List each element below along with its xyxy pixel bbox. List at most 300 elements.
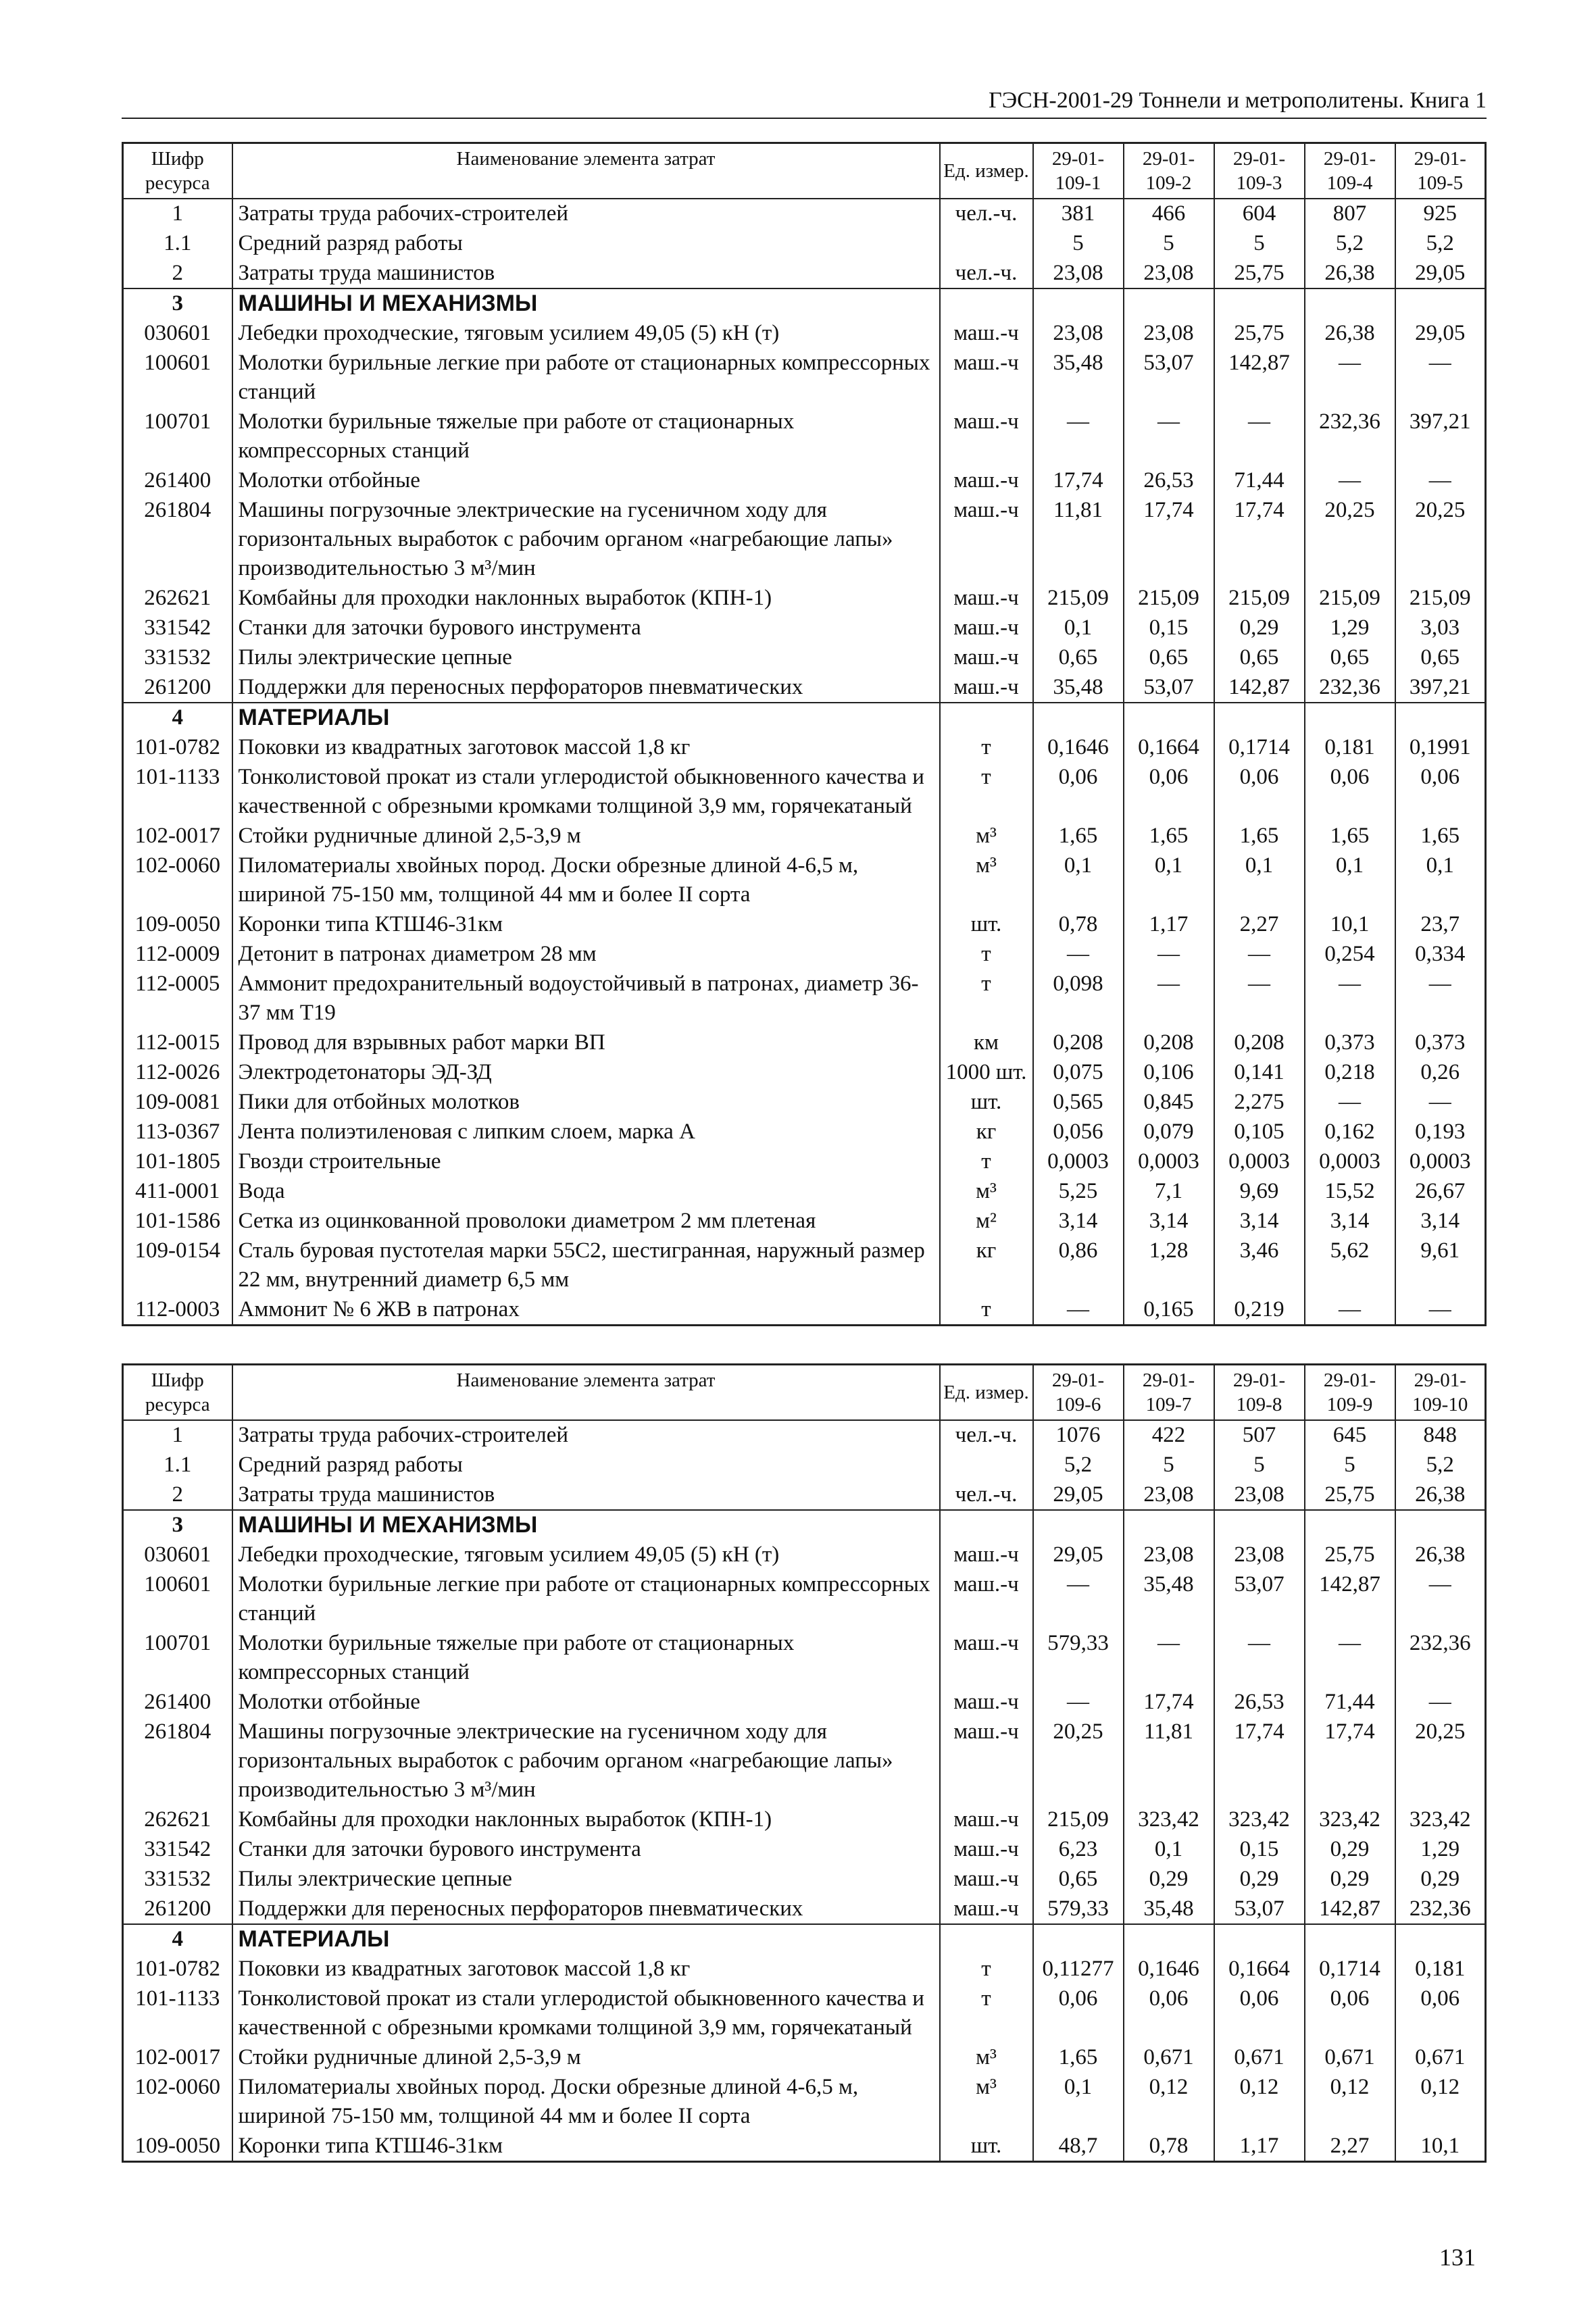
norm-value: 0,06	[1124, 763, 1214, 822]
norm-value: 23,08	[1033, 319, 1124, 349]
norm-value: 0,78	[1124, 2132, 1214, 2162]
norm-value: 53,07	[1214, 1894, 1305, 1925]
norm-value: 23,08	[1033, 259, 1124, 289]
norm-value: 53,07	[1124, 349, 1214, 407]
norm-value: 232,36	[1305, 407, 1395, 466]
unit	[940, 703, 1033, 733]
norm-value: —	[1214, 1629, 1305, 1688]
norm-value: 0,78	[1033, 910, 1124, 940]
cost-element-name: Сетка из оцинкованной проволоки диаметром 2 мм плетеная	[232, 1207, 940, 1236]
resource-code: 030601	[123, 319, 232, 349]
norm-value: 26,38	[1395, 1540, 1486, 1570]
table-row	[123, 1117, 1486, 1147]
table-header-row	[123, 1365, 1486, 1421]
table-row	[123, 1088, 1486, 1117]
norm-value: 20,25	[1305, 496, 1395, 584]
resource-code: 4	[123, 1924, 232, 1955]
table-body	[123, 199, 1486, 1326]
norm-value: 17,74	[1124, 496, 1214, 584]
header-norm-code: 29-01-109-5	[1395, 143, 1486, 199]
norm-value: 0,218	[1305, 1058, 1395, 1088]
norms-table-1	[122, 142, 1487, 1326]
norm-value: —	[1214, 970, 1305, 1028]
table-row	[123, 466, 1486, 496]
unit: км	[940, 1028, 1033, 1058]
norm-value: 381	[1033, 199, 1124, 229]
unit: шт.	[940, 910, 1033, 940]
norm-value: —	[1395, 1570, 1486, 1629]
resource-code: 261804	[123, 496, 232, 584]
norm-value: 0,1714	[1305, 1955, 1395, 1984]
norm-value: 0,254	[1305, 940, 1395, 970]
table-row	[123, 822, 1486, 851]
norm-value: 579,33	[1033, 1894, 1124, 1925]
unit: 1000 шт.	[940, 1058, 1033, 1088]
table-row	[123, 1480, 1486, 1511]
norm-value: 2,27	[1214, 910, 1305, 940]
cost-element-name: Поковки из квадратных заготовок массой 1,8 кг	[232, 1955, 940, 1984]
resource-code: 1.1	[123, 1451, 232, 1480]
cost-element-name: Машины погрузочные электрические на гусеничном ходу для горизонтальных выработок с рабочим органом «нагребающие лапы» производительностью 3 м³/мин	[232, 1717, 940, 1805]
norm-value: 0,165	[1124, 1295, 1214, 1326]
table-row	[123, 1295, 1486, 1326]
norm-value: 5,62	[1305, 1236, 1395, 1295]
table-row	[123, 2043, 1486, 2073]
norm-value: 2,27	[1305, 2132, 1395, 2162]
cost-element-name: Аммонит предохранительный водоустойчивый в патронах, диаметр 36-37 мм Т19	[232, 970, 940, 1028]
unit: м³	[940, 822, 1033, 851]
norm-value: 26,67	[1395, 1177, 1486, 1207]
norm-value: —	[1124, 970, 1214, 1028]
norm-value: 71,44	[1305, 1688, 1395, 1717]
resource-code: 331532	[123, 1865, 232, 1894]
norm-value: —	[1124, 407, 1214, 466]
norm-value: 604	[1214, 199, 1305, 229]
norm-value: 3,14	[1214, 1207, 1305, 1236]
cost-element-name: Пилы электрические цепные	[232, 1865, 940, 1894]
norm-value: —	[1214, 407, 1305, 466]
norm-value: 5	[1033, 229, 1124, 259]
unit: т	[940, 940, 1033, 970]
norm-value: 0,0003	[1214, 1147, 1305, 1177]
norm-value: 0,1	[1033, 2073, 1124, 2132]
resource-code: 262621	[123, 584, 232, 613]
norm-value: 29,05	[1395, 319, 1486, 349]
table-row	[123, 349, 1486, 407]
resource-code: 112-0003	[123, 1295, 232, 1326]
norm-value: 5	[1124, 1451, 1214, 1480]
table-row	[123, 1717, 1486, 1805]
resource-code: 1.1	[123, 229, 232, 259]
norm-value: 5,25	[1033, 1177, 1124, 1207]
norm-value: 26,53	[1214, 1688, 1305, 1717]
unit: маш.-ч	[940, 1865, 1033, 1894]
cost-element-name: Затраты труда рабочих-строителей	[232, 1420, 940, 1451]
norm-value: 9,61	[1395, 1236, 1486, 1295]
cost-element-name: Тонколистовой прокат из стали углеродистой обыкновенного качества и качественной с обрезными кромками толщиной 3,9 мм, горячекатаный	[232, 763, 940, 822]
page-number: 131	[1439, 2244, 1476, 2271]
norm-value: 323,42	[1214, 1805, 1305, 1835]
norm-value: 0,0003	[1395, 1147, 1486, 1177]
norm-value: 17,74	[1214, 496, 1305, 584]
cost-element-name: Станки для заточки бурового инструмента	[232, 1835, 940, 1865]
norm-value: —	[1305, 1295, 1395, 1326]
norm-value: 397,21	[1395, 407, 1486, 466]
norm-value: 0,0003	[1305, 1147, 1395, 1177]
norm-value: 48,7	[1033, 2132, 1124, 2162]
table-row	[123, 1835, 1486, 1865]
cost-element-name: Молотки отбойные	[232, 466, 940, 496]
norm-value: 0,65	[1033, 1865, 1124, 1894]
table-row	[123, 1688, 1486, 1717]
norm-value: 0,098	[1033, 970, 1124, 1028]
table-row	[123, 1629, 1486, 1688]
resource-code: 100701	[123, 407, 232, 466]
norm-value: 3,14	[1305, 1207, 1395, 1236]
header-norm-code: 29-01-109-2	[1124, 143, 1214, 199]
norm-value: —	[1305, 349, 1395, 407]
norm-value: —	[1305, 970, 1395, 1028]
table-row	[123, 1451, 1486, 1480]
norm-value: —	[1033, 940, 1124, 970]
norm-value: 26,38	[1305, 319, 1395, 349]
norm-value	[1214, 1924, 1305, 1955]
norm-value: 5,2	[1033, 1451, 1124, 1480]
norm-value: 215,09	[1395, 584, 1486, 613]
cost-element-name: Коронки типа КТШ46-31км	[232, 910, 940, 940]
norm-value: 17,74	[1305, 1717, 1395, 1805]
norm-value: 35,48	[1124, 1894, 1214, 1925]
header-norm-code: 29-01-109-6	[1033, 1365, 1124, 1421]
norm-value: 1,65	[1395, 822, 1486, 851]
resource-code: 261200	[123, 673, 232, 703]
norm-value: 807	[1305, 199, 1395, 229]
unit: м³	[940, 851, 1033, 910]
cost-element-name: Гвозди строительные	[232, 1147, 940, 1177]
resource-code: 112-0015	[123, 1028, 232, 1058]
table-row	[123, 1955, 1486, 1984]
norm-value: 0,1	[1033, 613, 1124, 643]
table-row	[123, 970, 1486, 1028]
table-row	[123, 1540, 1486, 1570]
table-row	[123, 1177, 1486, 1207]
norm-value: 71,44	[1214, 466, 1305, 496]
norm-value: 1076	[1033, 1420, 1124, 1451]
table-row	[123, 2073, 1486, 2132]
resource-code: 109-0050	[123, 910, 232, 940]
norm-value: 232,36	[1305, 673, 1395, 703]
norm-value: 6,23	[1033, 1835, 1124, 1865]
norm-value: —	[1395, 970, 1486, 1028]
norm-value: 25,75	[1305, 1540, 1395, 1570]
norm-value: 5	[1214, 1451, 1305, 1480]
cost-element-name: МАТЕРИАЛЫ	[232, 703, 940, 733]
norm-value: 0,208	[1214, 1028, 1305, 1058]
norm-value: 0,29	[1305, 1835, 1395, 1865]
norm-value: 35,48	[1033, 349, 1124, 407]
cost-element-name: Коронки типа КТШ46-31км	[232, 2132, 940, 2162]
norm-value: 0,671	[1214, 2043, 1305, 2073]
norm-value: 0,65	[1033, 643, 1124, 673]
unit: маш.-ч	[940, 407, 1033, 466]
header-unit: Ед. измер.	[940, 143, 1033, 199]
unit: шт.	[940, 2132, 1033, 2162]
norm-value: 232,36	[1395, 1629, 1486, 1688]
norm-value: 0,1	[1214, 851, 1305, 910]
section-row	[123, 1924, 1486, 1955]
norm-value: 0,671	[1124, 2043, 1214, 2073]
norm-value	[1305, 288, 1395, 319]
norm-value: 0,29	[1124, 1865, 1214, 1894]
resource-code: 411-0001	[123, 1177, 232, 1207]
norm-value: 35,48	[1124, 1570, 1214, 1629]
resource-code: 112-0005	[123, 970, 232, 1028]
norm-value: 579,33	[1033, 1629, 1124, 1688]
table-header-row	[123, 143, 1486, 199]
unit: маш.-ч	[940, 1688, 1033, 1717]
unit: маш.-ч	[940, 349, 1033, 407]
norm-value: 17,74	[1214, 1717, 1305, 1805]
norm-value: 0,06	[1214, 763, 1305, 822]
resource-code: 101-0782	[123, 733, 232, 763]
unit: чел.-ч.	[940, 1480, 1033, 1511]
cost-element-name: Молотки бурильные тяжелые при работе от стационарных компрессорных станций	[232, 407, 940, 466]
norm-value: 20,25	[1395, 1717, 1486, 1805]
unit: маш.-ч	[940, 1540, 1033, 1570]
norm-value: 215,09	[1214, 584, 1305, 613]
norm-value: 0,1664	[1214, 1955, 1305, 1984]
resource-code: 102-0017	[123, 822, 232, 851]
norm-value: 215,09	[1033, 1805, 1124, 1835]
cost-element-name: Провод для взрывных работ марки ВП	[232, 1028, 940, 1058]
section-row	[123, 1510, 1486, 1540]
table-row	[123, 673, 1486, 703]
cost-element-name: Затраты труда машинистов	[232, 259, 940, 289]
norm-value: 1,17	[1214, 2132, 1305, 2162]
norm-value	[1033, 703, 1124, 733]
table-row	[123, 259, 1486, 289]
resource-code: 100601	[123, 349, 232, 407]
resource-code: 102-0060	[123, 2073, 232, 2132]
norm-value	[1033, 288, 1124, 319]
norm-value: 397,21	[1395, 673, 1486, 703]
unit: чел.-ч.	[940, 199, 1033, 229]
norm-value: 11,81	[1124, 1717, 1214, 1805]
header-code: Шифр ресурса	[123, 1365, 232, 1421]
norm-value: —	[1395, 349, 1486, 407]
norm-value: 0,15	[1124, 613, 1214, 643]
cost-element-name: Детонит в патронах диаметром 28 мм	[232, 940, 940, 970]
cost-element-name: Поковки из квадратных заготовок массой 1,8 кг	[232, 733, 940, 763]
norm-value: 1,65	[1033, 2043, 1124, 2073]
resource-code: 100701	[123, 1629, 232, 1688]
unit: маш.-ч	[940, 1570, 1033, 1629]
unit: чел.-ч.	[940, 1420, 1033, 1451]
unit: т	[940, 970, 1033, 1028]
norm-value: 29,05	[1033, 1480, 1124, 1511]
norm-value: —	[1305, 1629, 1395, 1688]
table-row	[123, 1147, 1486, 1177]
cost-element-name: Стойки рудничные длиной 2,5-3,9 м	[232, 822, 940, 851]
cost-element-name: Пиломатериалы хвойных пород. Доски обрезные длиной 4-6,5 м, шириной 75-150 мм, толщиной 44 мм и более II сорта	[232, 851, 940, 910]
cost-element-name: Затраты труда рабочих-строителей	[232, 199, 940, 229]
header-unit: Ед. измер.	[940, 1365, 1033, 1421]
unit: маш.-ч	[940, 1717, 1033, 1805]
norm-value: 26,38	[1395, 1480, 1486, 1511]
norm-value: 15,52	[1305, 1177, 1395, 1207]
unit: м³	[940, 2073, 1033, 2132]
norm-value: 323,42	[1395, 1805, 1486, 1835]
norm-value: 17,74	[1124, 1688, 1214, 1717]
norm-value: 0,12	[1305, 2073, 1395, 2132]
unit: т	[940, 733, 1033, 763]
unit: кг	[940, 1117, 1033, 1147]
norm-value: 23,08	[1214, 1540, 1305, 1570]
table-row	[123, 584, 1486, 613]
unit: т	[940, 1955, 1033, 1984]
resource-code: 030601	[123, 1540, 232, 1570]
cost-element-name: Аммонит № 6 ЖВ в патронах	[232, 1295, 940, 1326]
cost-element-name: МАШИНЫ И МЕХАНИЗМЫ	[232, 288, 940, 319]
resource-code: 261400	[123, 1688, 232, 1717]
table-row	[123, 319, 1486, 349]
norm-value	[1033, 1510, 1124, 1540]
norm-value: 0,11277	[1033, 1955, 1124, 1984]
unit: кг	[940, 1236, 1033, 1295]
norm-value: 0,06	[1395, 763, 1486, 822]
resource-code: 112-0026	[123, 1058, 232, 1088]
unit: м²	[940, 1207, 1033, 1236]
norm-value: 1,65	[1033, 822, 1124, 851]
norm-value: 422	[1124, 1420, 1214, 1451]
norm-value: —	[1033, 407, 1124, 466]
norm-value: 1,29	[1305, 613, 1395, 643]
norm-value: 0,162	[1305, 1117, 1395, 1147]
resource-code: 102-0060	[123, 851, 232, 910]
cost-element-name: Пики для отбойных молотков	[232, 1088, 940, 1117]
norm-value: 142,87	[1305, 1894, 1395, 1925]
norm-value: 0,65	[1124, 643, 1214, 673]
norm-value: 0,65	[1214, 643, 1305, 673]
norm-value: 142,87	[1305, 1570, 1395, 1629]
norm-value: 1,65	[1214, 822, 1305, 851]
header-title: ГЭСН-2001-29 Тоннели и метрополитены. Книга 1	[989, 88, 1487, 113]
norm-value: 10,1	[1305, 910, 1395, 940]
norm-value: 0,193	[1395, 1117, 1486, 1147]
table-row	[123, 910, 1486, 940]
norm-value	[1395, 703, 1486, 733]
unit	[940, 229, 1033, 259]
norm-value: 0,845	[1124, 1088, 1214, 1117]
norm-value: 0,1	[1124, 851, 1214, 910]
cost-element-name: Сталь буровая пустотелая марки 55С2, шестигранная, наружный размер 22 мм, внутренний диаметр 6,5 мм	[232, 1236, 940, 1295]
cost-element-name: Молотки бурильные легкие при работе от стационарных компрессорных станций	[232, 349, 940, 407]
norm-value: —	[1395, 1295, 1486, 1326]
norm-value: 5	[1214, 229, 1305, 259]
header-norm-code: 29-01-109-3	[1214, 143, 1305, 199]
norm-value: 25,75	[1214, 259, 1305, 289]
norm-value: —	[1033, 1688, 1124, 1717]
norm-value: 142,87	[1214, 349, 1305, 407]
norm-value: 1,65	[1305, 822, 1395, 851]
norm-value: 0,671	[1395, 2043, 1486, 2073]
norm-value: —	[1305, 1088, 1395, 1117]
norm-value: 1,28	[1124, 1236, 1214, 1295]
norm-value	[1214, 1510, 1305, 1540]
cost-element-name: Средний разряд работы	[232, 1451, 940, 1480]
resource-code: 100601	[123, 1570, 232, 1629]
cost-element-name: Комбайны для проходки наклонных выработок (КПН-1)	[232, 584, 940, 613]
norm-value	[1124, 288, 1214, 319]
norm-value: 0,06	[1033, 763, 1124, 822]
header-norm-code: 29-01-109-4	[1305, 143, 1395, 199]
cost-element-name: МАШИНЫ И МЕХАНИЗМЫ	[232, 1510, 940, 1540]
resource-code: 109-0081	[123, 1088, 232, 1117]
cost-element-name: Поддержки для переносных перфораторов пневматических	[232, 1894, 940, 1925]
resource-code: 2	[123, 1480, 232, 1511]
norm-value: 0,208	[1033, 1028, 1124, 1058]
norm-value: 0,29	[1214, 1865, 1305, 1894]
norm-value: 0,056	[1033, 1117, 1124, 1147]
norm-value: 3,03	[1395, 613, 1486, 643]
norm-value: 0,06	[1214, 1984, 1305, 2043]
norm-value: 20,25	[1033, 1717, 1124, 1805]
norm-value: 23,08	[1124, 1540, 1214, 1570]
unit: маш.-ч	[940, 1835, 1033, 1865]
norm-value	[1305, 1924, 1395, 1955]
norm-value: 0,565	[1033, 1088, 1124, 1117]
norm-value: 0,06	[1395, 1984, 1486, 2043]
unit: маш.-ч	[940, 1805, 1033, 1835]
norm-value: 23,08	[1214, 1480, 1305, 1511]
norm-value: 0,29	[1305, 1865, 1395, 1894]
norm-value: 0,106	[1124, 1058, 1214, 1088]
section-row	[123, 703, 1486, 733]
norm-value: 0,373	[1395, 1028, 1486, 1058]
norm-value: 3,14	[1395, 1207, 1486, 1236]
norm-value	[1214, 703, 1305, 733]
resource-code: 261200	[123, 1894, 232, 1925]
unit: маш.-ч	[940, 466, 1033, 496]
norm-value: 1,65	[1124, 822, 1214, 851]
running-header	[122, 88, 1487, 119]
norm-value: 0,1	[1395, 851, 1486, 910]
norm-value: 23,7	[1395, 910, 1486, 940]
norm-value: 0,12	[1395, 2073, 1486, 2132]
norm-value: 0,06	[1305, 763, 1395, 822]
cost-element-name: Молотки бурильные легкие при работе от стационарных компрессорных станций	[232, 1570, 940, 1629]
norm-value	[1395, 288, 1486, 319]
resource-code: 101-0782	[123, 1955, 232, 1984]
norm-value: 0,373	[1305, 1028, 1395, 1058]
norm-value	[1124, 1924, 1214, 1955]
norm-value: 7,1	[1124, 1177, 1214, 1207]
norm-value: 0,65	[1305, 643, 1395, 673]
norm-value: 5,2	[1395, 1451, 1486, 1480]
norm-value: 0,671	[1305, 2043, 1395, 2073]
norm-value: 2,275	[1214, 1088, 1305, 1117]
norm-value	[1124, 703, 1214, 733]
resource-code: 101-1133	[123, 1984, 232, 2043]
cost-element-name: Лебедки проходческие, тяговым усилием 49,05 (5) кН (т)	[232, 319, 940, 349]
unit: т	[940, 1984, 1033, 2043]
norm-value: 0,86	[1033, 1236, 1124, 1295]
resource-code: 1	[123, 199, 232, 229]
norm-value: —	[1033, 1570, 1124, 1629]
norm-value: 3,46	[1214, 1236, 1305, 1295]
norm-value: 0,06	[1033, 1984, 1124, 2043]
header-name: Наименование элемента затрат	[232, 1365, 940, 1421]
